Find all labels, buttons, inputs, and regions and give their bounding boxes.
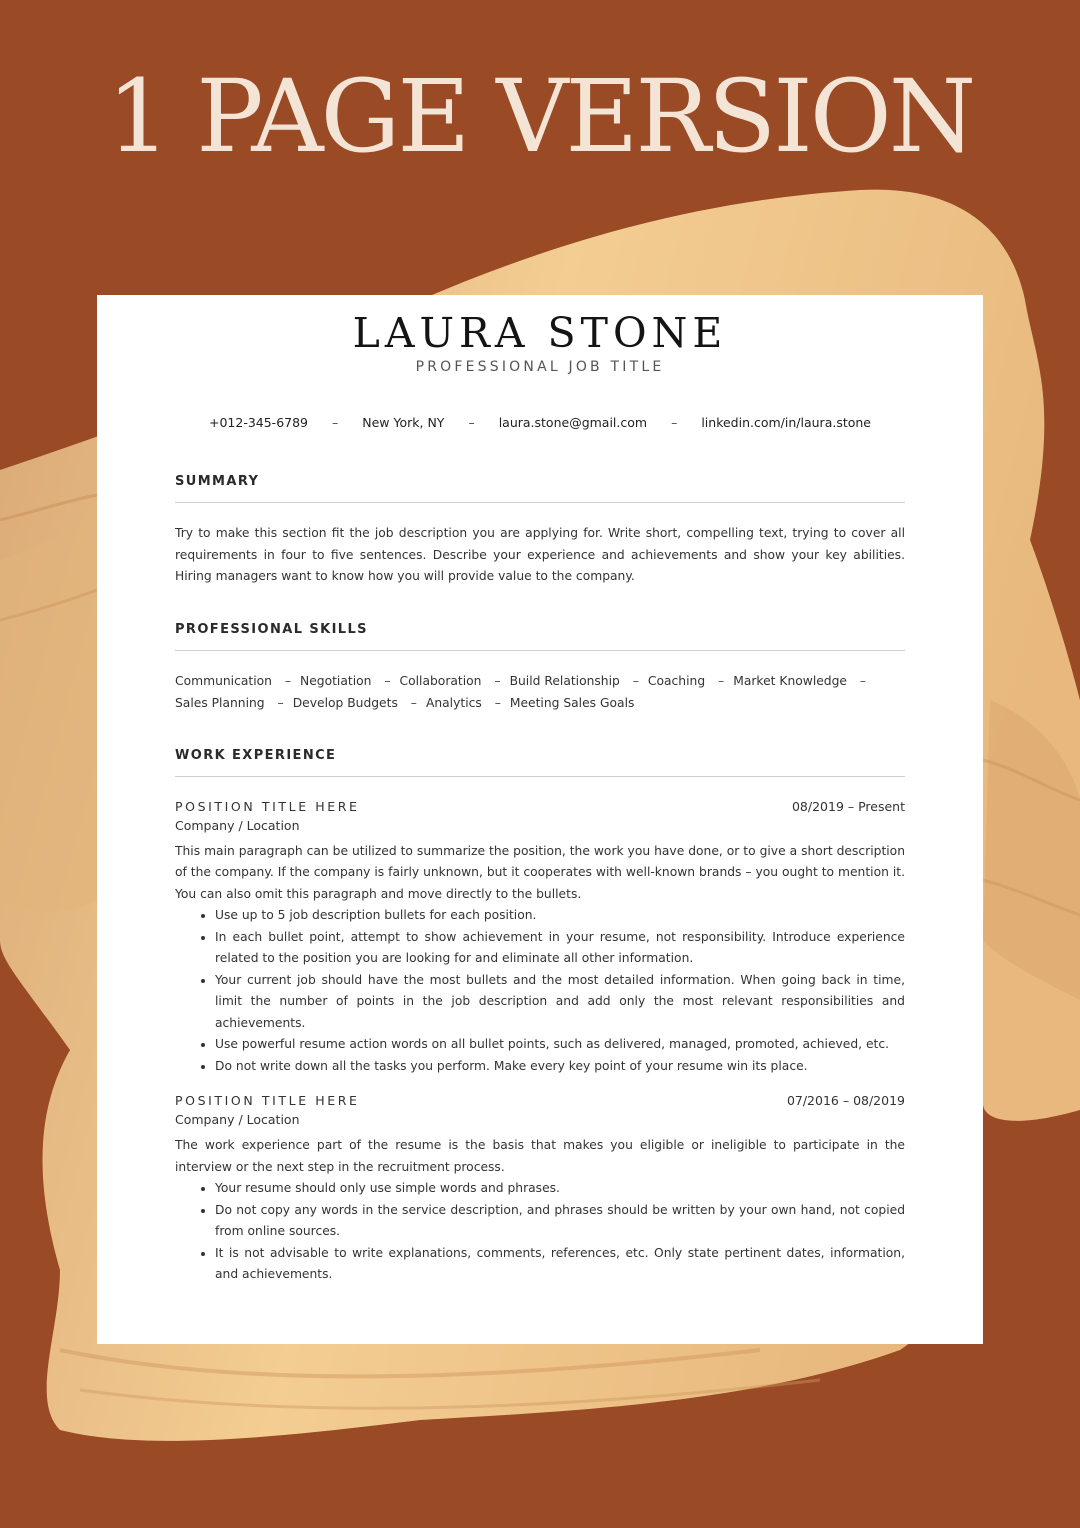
contact-linkedin[interactable]: linkedin.com/in/laura.stone	[701, 415, 871, 430]
skill-item: Collaboration	[399, 673, 482, 688]
bullet-item: • In each bullet point, attempt to show achievement in your resume, not responsibility. Introduce experience related to the position you are looking for and eliminate all other information.	[215, 927, 905, 970]
position-title: POSITION TITLE HERE	[175, 1093, 360, 1108]
banner-title: 1 PAGE VERSION	[106, 58, 974, 175]
skills-list	[175, 670, 905, 714]
skill-separator: –	[277, 695, 284, 710]
bullet-item: • Do not copy any words in the service description, and phrases should be written by your own hand, not copied from online sources.	[215, 1200, 905, 1243]
skill-item: Analytics	[425, 695, 482, 710]
job-entry	[175, 799, 905, 1078]
skill-item: Build Relationship	[509, 673, 620, 688]
company-location: Company / Location	[175, 817, 300, 833]
skill-separator: –	[410, 695, 417, 710]
skill-separator: –	[494, 695, 501, 710]
skill-item: Negotiation	[300, 673, 372, 688]
contact-line	[175, 415, 905, 430]
company-location: Company / Location	[175, 1112, 300, 1127]
bullet-item: • Use powerful resume action words on all bullet points, such as delivered, managed, promoted, achieved, etc.	[215, 1034, 905, 1056]
skill-item: Communication	[175, 673, 272, 688]
position-bullets	[175, 905, 905, 1077]
skill-item: Sales Planning	[175, 695, 265, 710]
summary-text: Try to make this section fit the job description you are applying for. Write short, compelling text, trying to cover all requirements in four to five sentences. Describe your experience and achievements and show your key abilities. Hiring managers want to know how you will provide value to the company.	[175, 526, 905, 583]
contact-separator: –	[332, 415, 339, 430]
section-divider	[175, 776, 905, 777]
position-dates: 07/2016 – 08/2019	[786, 1093, 905, 1108]
skills-section	[175, 622, 905, 714]
section-divider	[175, 502, 905, 503]
skill-item: Develop Budgets	[292, 695, 398, 710]
experience-section	[175, 748, 905, 1286]
contact-phone: +012-345-6789	[208, 415, 309, 430]
resume-name: LAURA STONE	[352, 309, 728, 357]
skills-heading: PROFESSIONAL SKILLS	[175, 621, 368, 637]
resume-page	[97, 295, 983, 1344]
job-entry	[175, 1093, 905, 1286]
skill-separator: –	[859, 673, 867, 688]
skill-separator: –	[284, 673, 292, 688]
contact-separator: –	[468, 415, 475, 430]
experience-heading: WORK EXPERIENCE	[175, 747, 337, 763]
position-description: The work experience part of the resume is the basis that makes you eligible or ineligible to participate in the interview or the next step in the recruitment process.	[175, 1138, 905, 1174]
summary-heading: SUMMARY	[175, 474, 260, 489]
bullet-item: • It is not advisable to write explanations, comments, references, etc. Only state pertinent dates, information, and achievements.	[215, 1243, 905, 1286]
skill-separator: –	[718, 673, 725, 688]
position-bullets	[175, 1178, 905, 1286]
contact-email[interactable]: laura.stone@gmail.com	[498, 415, 648, 430]
contact-location: New York, NY	[362, 415, 445, 430]
skill-separator: –	[632, 673, 639, 688]
resume-job-title: PROFESSIONAL JOB TITLE	[415, 359, 665, 375]
skill-separator: –	[494, 673, 501, 688]
bullet-item: • Your current job should have the most bullets and the most detailed information. When going back in time, limit the number of points in the job description and add only the most relevant responsibilities and achievements.	[215, 970, 905, 1035]
bullet-item: • Do not write down all the tasks you perform. Make every key point of your resume win its place.	[215, 1056, 905, 1078]
summary-section	[175, 474, 905, 588]
section-divider	[175, 650, 905, 651]
position-description: This main paragraph can be utilized to summarize the position, the work you have done, or to give a short description of the company. If the company is fairly unknown, but it cooperates with well-known brands – you ought to mention it. You can also omit this paragraph and move directly to the bullets.	[175, 843, 905, 901]
contact-separator: –	[671, 415, 678, 430]
skill-item: Coaching	[647, 673, 706, 688]
position-title: POSITION TITLE HERE	[175, 798, 360, 814]
bullet-item: • Use up to 5 job description bullets for each position.	[215, 905, 905, 927]
skill-item: Meeting Sales Goals	[509, 695, 635, 710]
bullet-item: • Your resume should only use simple words and phrases.	[215, 1178, 905, 1200]
skill-item: Market Knowledge	[733, 673, 847, 688]
position-dates: 08/2019 – Present	[791, 798, 905, 814]
skill-separator: –	[384, 673, 391, 688]
